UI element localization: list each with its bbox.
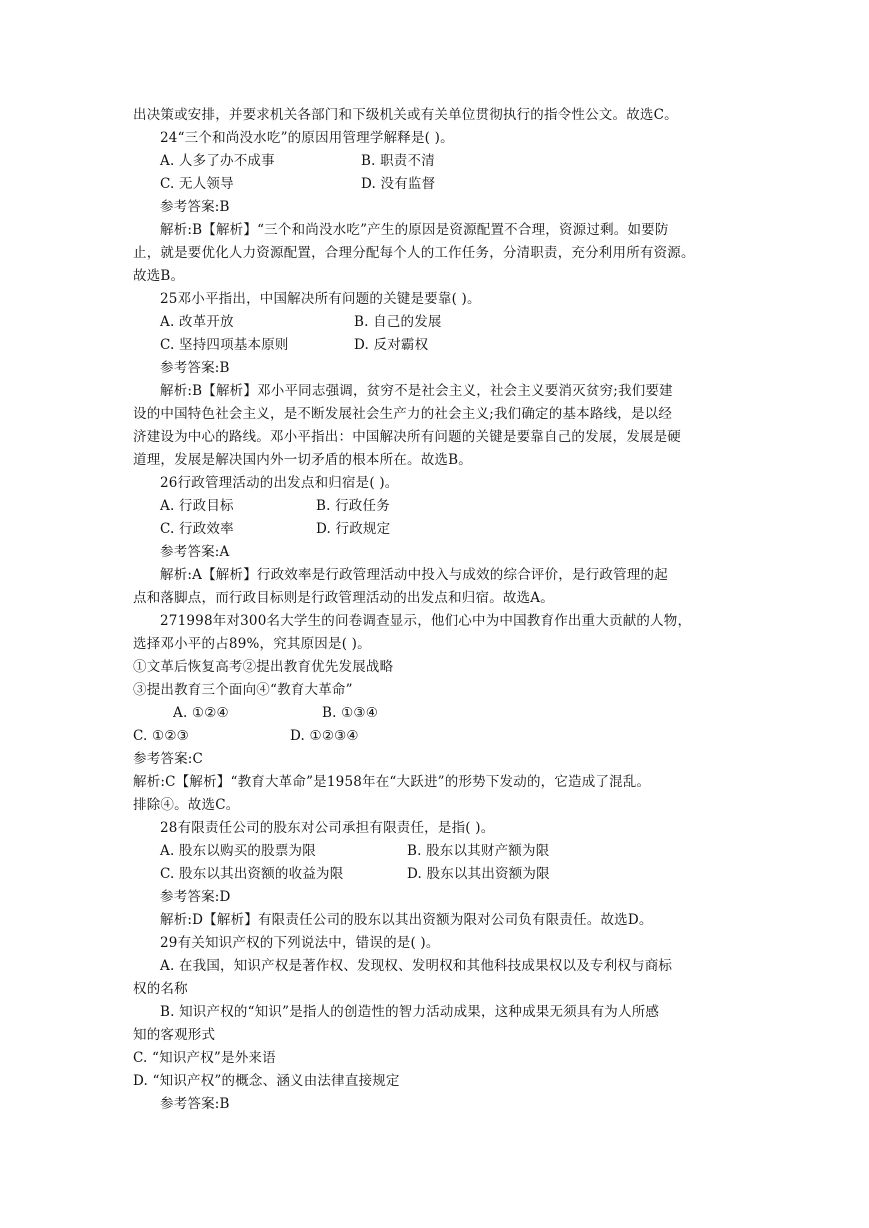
option-d: D. 反对霸权 <box>354 337 429 353</box>
explanation-line: 道理，发展是解决国内外一切矛盾的根本所在。故选B。 <box>133 452 472 468</box>
option-a: A. ①②④ <box>173 705 229 721</box>
explanation-line: 济建设为中心的路线。邓小平指出：中国解决所有问题的关键是要靠自己的发展，发展是硬 <box>133 429 681 445</box>
option-b-continued: 知的客观形式 <box>133 1027 216 1043</box>
answer: 参考答案:A <box>160 544 230 560</box>
question-28: 28有限责任公司的股东对公司承担有限责任，是指( )。 <box>160 820 495 836</box>
option-c: C. 股东以其出资额的收益为限 <box>160 866 344 882</box>
option-c: C. “知识产权”是外来语 <box>133 1050 276 1066</box>
explanation-line: 故选B。 <box>133 268 185 284</box>
option-b: B. 行政任务 <box>316 498 390 514</box>
question-25: 25邓小平指出，中国解决所有问题的关键是要靠( )。 <box>160 291 481 307</box>
answer: 参考答案:D <box>160 889 231 905</box>
option-a: A. 改革开放 <box>160 314 234 330</box>
explanation-line: 点和落脚点，而行政目标则是行政管理活动的出发点和归宿。故选A。 <box>133 590 554 606</box>
question-27: 271998年对300名大学生的问卷调查显示，他们心中为中国教育作出重大贡献的人物， <box>160 613 692 629</box>
explanation-line: 止，就是要优化人力资源配置，合理分配每个人的工作任务，分清职责，充分利用所有资源。 <box>133 245 695 261</box>
explanation-line: 解析:D【解析】有限责任公司的股东以其出资额为限对公司负有限责任。故选D。 <box>160 912 653 928</box>
option-a: A. 在我国，知识产权是著作权、发现权、发明权和其他科技成果权以及专利权与商标 <box>160 958 673 974</box>
option-d: D. 行政规定 <box>316 521 391 537</box>
option-b: B. 职责不清 <box>361 153 435 169</box>
answer: 参考答案:B <box>160 1096 230 1112</box>
question-26: 26行政管理活动的出发点和归宿是( )。 <box>160 475 399 491</box>
option-c: C. 无人领导 <box>160 176 234 192</box>
paragraph-line: 出决策或安排，并要求机关各部门和下级机关或有关单位贯彻执行的指令性公文。故选C。 <box>133 107 678 123</box>
option-a: A. 股东以购买的股票为限 <box>160 843 316 859</box>
option-b: B. 自己的发展 <box>354 314 442 330</box>
option-c: C. 坚持四项基本原则 <box>160 337 289 353</box>
option-c: C. ①②③ <box>133 728 189 744</box>
explanation-line: 解析:A【解析】行政效率是行政管理活动中投入与成效的综合评价，是行政管理的起 <box>160 567 668 583</box>
option-a: A. 人多了办不成事 <box>160 153 275 169</box>
explanation-line: 设的中国特色社会主义，是不断发展社会生产力的社会主义;我们确定的基本路线，是以经 <box>133 406 673 422</box>
question-24: 24“三个和尚没水吃”的原因用管理学解释是( )。 <box>160 130 454 146</box>
question-line: ①文革后恢复高考②提出教育优先发展战略 <box>133 659 394 675</box>
option-a: A. 行政目标 <box>160 498 234 514</box>
option-d: D. “知识产权”的概念、涵义由法律直接规定 <box>133 1073 400 1089</box>
explanation-line: 解析:B【解析】“三个和尚没水吃”产生的原因是资源配置不合理，资源过剩。如要防 <box>160 222 669 238</box>
question-line: 选择邓小平的占89%，究其原因是( )。 <box>133 636 371 652</box>
answer: 参考答案:C <box>133 751 204 767</box>
option-d: D. 没有监督 <box>361 176 436 192</box>
option-a-continued: 权的名称 <box>133 981 188 997</box>
option-b: B. 知识产权的“知识”是指人的创造性的智力活动成果，这种成果无须具有为人所感 <box>160 1004 660 1020</box>
option-b: B. 股东以其财产额为限 <box>407 843 550 859</box>
answer: 参考答案:B <box>160 360 230 376</box>
option-b: B. ①③④ <box>322 705 379 721</box>
option-d: D. ①②③④ <box>290 728 359 744</box>
explanation-line: 解析:B【解析】邓小平同志强调，贫穷不是社会主义，社会主义要消灭贫穷;我们要建 <box>160 383 673 399</box>
answer: 参考答案:B <box>160 199 230 215</box>
option-c: C. 行政效率 <box>160 521 234 537</box>
question-29: 29有关知识产权的下列说法中，错误的是( )。 <box>160 935 440 951</box>
explanation-line: 排除④。故选C。 <box>133 797 240 813</box>
question-line: ③提出教育三个面向④“教育大革命” <box>133 682 353 698</box>
explanation-line: 解析:C【解析】“教育大革命”是1958年在“大跃进”的形势下发动的，它造成了混乱。 <box>133 774 651 790</box>
option-d: D. 股东以其出资额为限 <box>407 866 550 882</box>
